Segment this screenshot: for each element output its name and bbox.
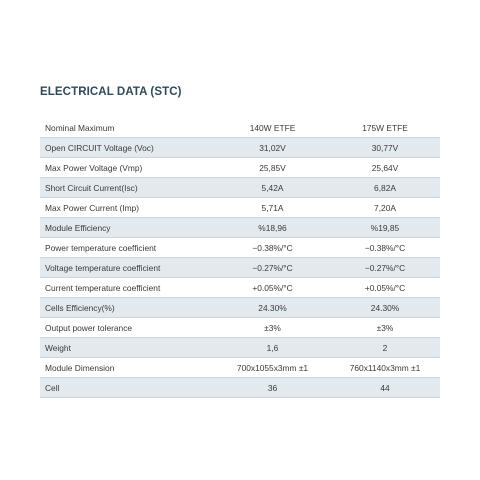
- row-label: Module Dimension: [40, 358, 215, 378]
- cell-140w: 31,02V: [215, 138, 330, 158]
- row-label: Power temperature coefficient: [40, 238, 215, 258]
- cell-140w: 36: [215, 378, 330, 398]
- page-title: ELECTRICAL DATA (STC): [40, 86, 182, 98]
- row-label: Module Efficiency: [40, 218, 215, 238]
- row-label: Current temperature coefficient: [40, 278, 215, 298]
- cell-175w: 44: [330, 378, 440, 398]
- cell-175w: +0.05%/°C: [330, 278, 440, 298]
- table-row: [40, 158, 440, 178]
- cell-140w: 700x1055x3mm ±1: [215, 358, 330, 378]
- electrical-data-table: [40, 118, 440, 398]
- cell-140w: 140W ETFE: [215, 118, 330, 138]
- cell-140w: 25,85V: [215, 158, 330, 178]
- table-row: [40, 238, 440, 258]
- cell-175w: −0.27%/°C: [330, 258, 440, 278]
- table-row: [40, 218, 440, 238]
- cell-175w: %19,85: [330, 218, 440, 238]
- cell-140w: %18,96: [215, 218, 330, 238]
- cell-175w: 30,77V: [330, 138, 440, 158]
- cell-140w: 24.30%: [215, 298, 330, 318]
- cell-175w: 175W ETFE: [330, 118, 440, 138]
- table-row: [40, 358, 440, 378]
- cell-140w: 5,71A: [215, 198, 330, 218]
- row-label: Nominal Maximum: [40, 118, 215, 138]
- row-label: Weight: [40, 338, 215, 358]
- table-row: [40, 258, 440, 278]
- cell-175w: 760x1140x3mm ±1: [330, 358, 440, 378]
- row-label: Cells Efficiency(%): [40, 298, 215, 318]
- row-label: Max Power Voltage (Vmp): [40, 158, 215, 178]
- cell-140w: 5,42A: [215, 178, 330, 198]
- cell-175w: 7,20A: [330, 198, 440, 218]
- cell-140w: +0.05%/°C: [215, 278, 330, 298]
- cell-175w: ±3%: [330, 318, 440, 338]
- row-label: Open CIRCUIT Voltage (Voc): [40, 138, 215, 158]
- cell-175w: 6,82A: [330, 178, 440, 198]
- table-row: [40, 338, 440, 358]
- cell-175w: −0.38%/°C: [330, 238, 440, 258]
- cell-175w: 2: [330, 338, 440, 358]
- table-row: [40, 378, 440, 398]
- row-label: Output power tolerance: [40, 318, 215, 338]
- table-row: [40, 178, 440, 198]
- table-row: [40, 318, 440, 338]
- table-row: [40, 298, 440, 318]
- table-row: [40, 278, 440, 298]
- cell-140w: 1,6: [215, 338, 330, 358]
- row-label: Voltage temperature coefficient: [40, 258, 215, 278]
- table-row: [40, 138, 440, 158]
- cell-140w: −0.38%/°C: [215, 238, 330, 258]
- cell-140w: −0.27%/°C: [215, 258, 330, 278]
- row-label: Cell: [40, 378, 215, 398]
- cell-175w: 25,64V: [330, 158, 440, 178]
- table-row: [40, 198, 440, 218]
- table-row: [40, 118, 440, 138]
- row-label: Max Power Current (Imp): [40, 198, 215, 218]
- row-label: Short Circuit Current(Isc): [40, 178, 215, 198]
- cell-175w: 24.30%: [330, 298, 440, 318]
- cell-140w: ±3%: [215, 318, 330, 338]
